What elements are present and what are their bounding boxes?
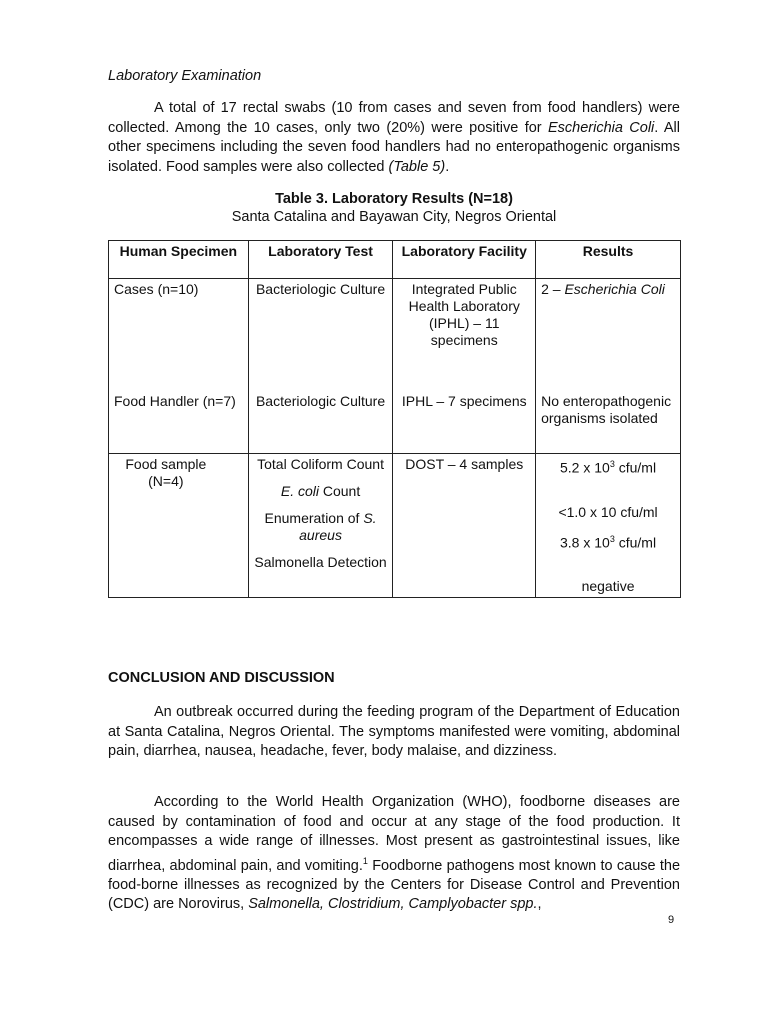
test-ecoli xyxy=(254,483,388,500)
conclusion-p2-text-a: According to the World Health Organization (WHO), foodborne diseases are caused by contamination of food and occur at any stage of the food production. It encompasses a wide range of illnesses. Most present as gastrointestinal issues, like diarrhea, abdominal pain, and vomiting. xyxy=(108,794,680,874)
intro-organism: Escherichia Coli xyxy=(547,119,655,136)
header-results: Results xyxy=(536,241,681,279)
table-title: Table 3. Laboratory Results (N=18) xyxy=(275,191,513,207)
cell-specimen-cases: Cases (n=10) xyxy=(109,279,249,392)
result-coliform xyxy=(541,456,675,477)
result-coliform-exp: 3 xyxy=(609,459,615,469)
test-coliform: Total Coliform Count xyxy=(257,456,384,472)
intro-text-5: . xyxy=(445,158,450,175)
result-coliform-base: 5.2 x 10 xyxy=(560,459,610,476)
cell-test-food xyxy=(248,454,393,598)
intro-text-3: . All other specimens including the seven food handlers had no enteropathogenic organisms isolated. Food samples were also collected xyxy=(108,119,680,175)
table-subtitle: Santa Catalina and Bayawan City, Negros Oriental xyxy=(231,209,557,225)
header-laboratory-test: Laboratory Test xyxy=(248,241,393,279)
result-saureus-base: 3.8 x 10 xyxy=(560,534,610,551)
conclusion-heading: CONCLUSION AND DISCUSSION xyxy=(108,670,335,686)
conclusion-p2-pathogens: Salmonella, Clostridium, Camplyobacter spp. xyxy=(248,896,538,913)
header-human-specimen: Human Specimen xyxy=(109,241,249,279)
table-row xyxy=(109,454,681,598)
test-saureus xyxy=(254,510,388,544)
result-ecoli: <1.0 x 10 cfu/ml xyxy=(558,503,658,520)
intro-paragraph xyxy=(108,99,680,177)
intro-table-ref: (Table 5) xyxy=(388,158,446,175)
cell-test-cases: Bacteriologic Culture xyxy=(248,279,393,392)
conclusion-paragraph-1: An outbreak occurred during the feeding program of the Department of Education at Santa Catalina, Negros Oriental. The symptoms manifested were vomiting, abdominal pain, diarrhea, nausea, headache, fever, body malaise, and dizziness. xyxy=(108,704,680,759)
result-saureus-unit: cfu/ml xyxy=(614,534,657,551)
test-saureus-name: S. aureus xyxy=(299,510,377,543)
result-saureus-exp: 3 xyxy=(609,533,615,544)
test-ecoli-rest: Count xyxy=(318,483,361,499)
cell-facility-cases: Integrated Public Health Laboratory (IPHL) – 11 specimens xyxy=(393,279,536,392)
result-coliform-unit: cfu/ml xyxy=(614,459,657,476)
result-cases-count: 2 – xyxy=(541,281,565,297)
result-salmonella: negative xyxy=(581,578,635,595)
test-ecoli-name: E. coli xyxy=(280,483,319,499)
cell-test-handler: Bacteriologic Culture xyxy=(248,391,393,454)
table-row xyxy=(109,279,681,392)
cell-facility-handler: IPHL – 7 specimens xyxy=(393,391,536,454)
table-header-row xyxy=(109,241,681,279)
section-heading: Laboratory Examination xyxy=(108,68,262,84)
lab-results-table xyxy=(108,240,681,598)
footnote-ref: 1 xyxy=(362,855,368,866)
cell-result-food xyxy=(536,454,681,598)
cell-result-handler: No enteropathogenic organisms isolated xyxy=(536,391,681,454)
cell-specimen-handler: Food Handler (n=7) xyxy=(109,391,249,454)
test-salmonella: Salmonella Detection xyxy=(254,554,387,570)
conclusion-p2-text-d: , xyxy=(537,896,542,913)
conclusion-p2-text-b: Foodborne pathogens most known to cause the food-borne illnesses as recognized by the Centers for Disease Control and Prevention (CDC) are Norovirus, xyxy=(108,857,681,913)
header-laboratory-facility: Laboratory Facility xyxy=(393,241,536,279)
cell-facility-food: DOST – 4 samples xyxy=(393,454,536,598)
cell-specimen-food: Food sample (N=4) xyxy=(109,454,249,598)
result-saureus xyxy=(541,531,675,552)
intro-text-1: A total of 17 rectal swabs (10 from cases and seven from food handlers) were collected. Among the 10 cases, only two (20%) were positive for xyxy=(108,100,680,136)
page-number: 9 xyxy=(668,914,675,926)
cell-result-cases xyxy=(536,279,681,392)
result-cases-organism: Escherichia Coli xyxy=(564,281,665,297)
test-saureus-prefix: Enumeration of xyxy=(264,510,364,526)
conclusion-paragraph-2 xyxy=(108,793,680,915)
table-row xyxy=(109,391,681,454)
